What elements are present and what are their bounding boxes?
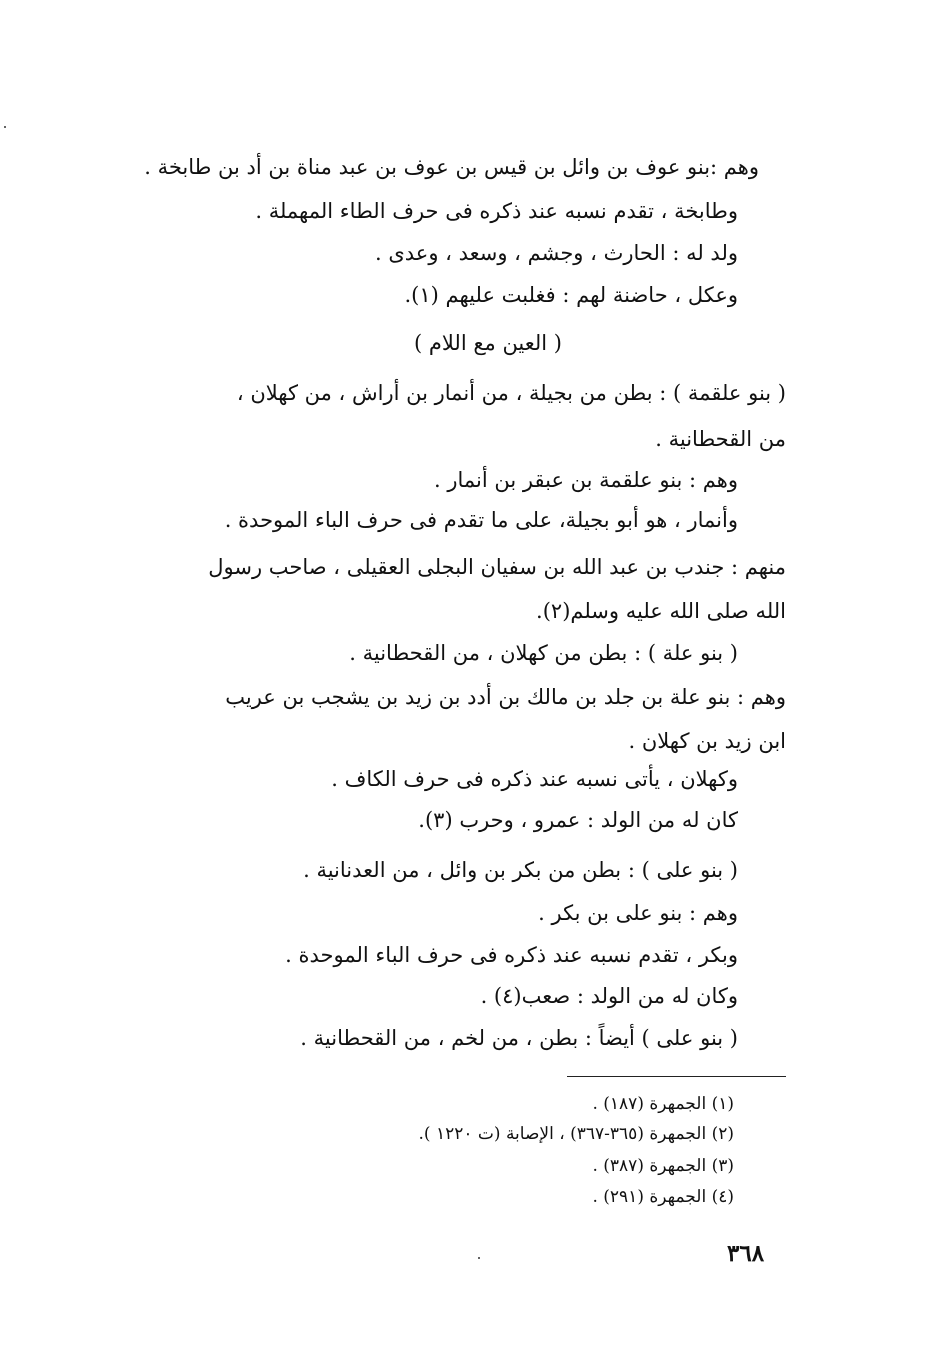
footnote: (١) الجمهرة (١٨٧) . <box>592 1094 734 1114</box>
entry-line: وهم : بنو علة بن جلد بن مالك بن أدد بن زيد بن يشجب بن عريب <box>225 685 786 709</box>
footnote: (٣) الجمهرة (٣٨٧) . <box>592 1156 734 1176</box>
entry-line: وأنمار ، هو أبو بجيلة، على ما تقدم فى حرف الباء الموحدة . <box>224 508 738 532</box>
entry-line: كان له من الولد : عمرو ، وحرب (٣). <box>418 808 738 832</box>
entry-line: وبكر ، تقدم نسبه عند ذكره فى حرف الباء الموحدة . <box>285 943 738 967</box>
scan-speck <box>4 126 6 128</box>
body-line: وهم :بنو عوف بن وائل بن قيس بن عوف بن عبد مناة بن أد بن طابخة . <box>144 155 759 179</box>
body-line: ولد له : الحارث ، وجشم ، وسعد ، وعدى . <box>374 241 738 265</box>
entry-line: وكهلان ، يأتى نسبه عند ذكره فى حرف الكاف . <box>331 767 738 791</box>
entry-line: ( بنو على ) : بطن من بكر بن وائل ، من العدنانية . <box>303 858 738 882</box>
section-heading: ( العين مع اللام ) <box>414 331 562 355</box>
entry-line: وكان له من الولد : صعب(٤) . <box>480 984 738 1008</box>
body-line: وعكل ، حاضنة لهم : فغلبت عليهم (١). <box>404 283 738 307</box>
entry-line: وهم : بنو علقمة بن عبقر بن أنمار . <box>434 468 738 492</box>
scan-speck <box>478 1257 480 1259</box>
entry-line: منهم : جندب بن عبد الله بن سفيان البجلى العقيلى ، صاحب رسول <box>208 555 786 579</box>
entry-line: ( بنو على ) أيضاً : بطن ، من لخم ، من القحطانية . <box>300 1026 738 1050</box>
footnote: (٢) الجمهرة (٣٦٥-٣٦٧) ، الإصابة (ت ١٢٢٠ ). <box>418 1124 734 1144</box>
footnote: (٤) الجمهرة (٢٩١) . <box>592 1187 734 1207</box>
entry-line: الله صلى الله عليه وسلم(٢). <box>536 599 786 623</box>
entry-line: ابن زيد بن كهلان . <box>628 729 786 753</box>
entry-line: وهم : بنو على بن بكر . <box>538 901 738 925</box>
body-line: وطابخة ، تقدم نسبه عند ذكره فى حرف الطاء المهملة . <box>255 199 738 223</box>
page-number: ٣٦٨ <box>727 1240 765 1267</box>
entry-line: ( بنو علقمة ) : بطن من بجيلة ، من أنمار بن أراش ، من كهلان ، <box>236 381 786 405</box>
footnote-separator <box>567 1076 786 1077</box>
entry-line: ( بنو علة ) : بطن من كهلان ، من القحطانية . <box>349 641 738 665</box>
entry-line: من القحطانية . <box>655 427 786 451</box>
